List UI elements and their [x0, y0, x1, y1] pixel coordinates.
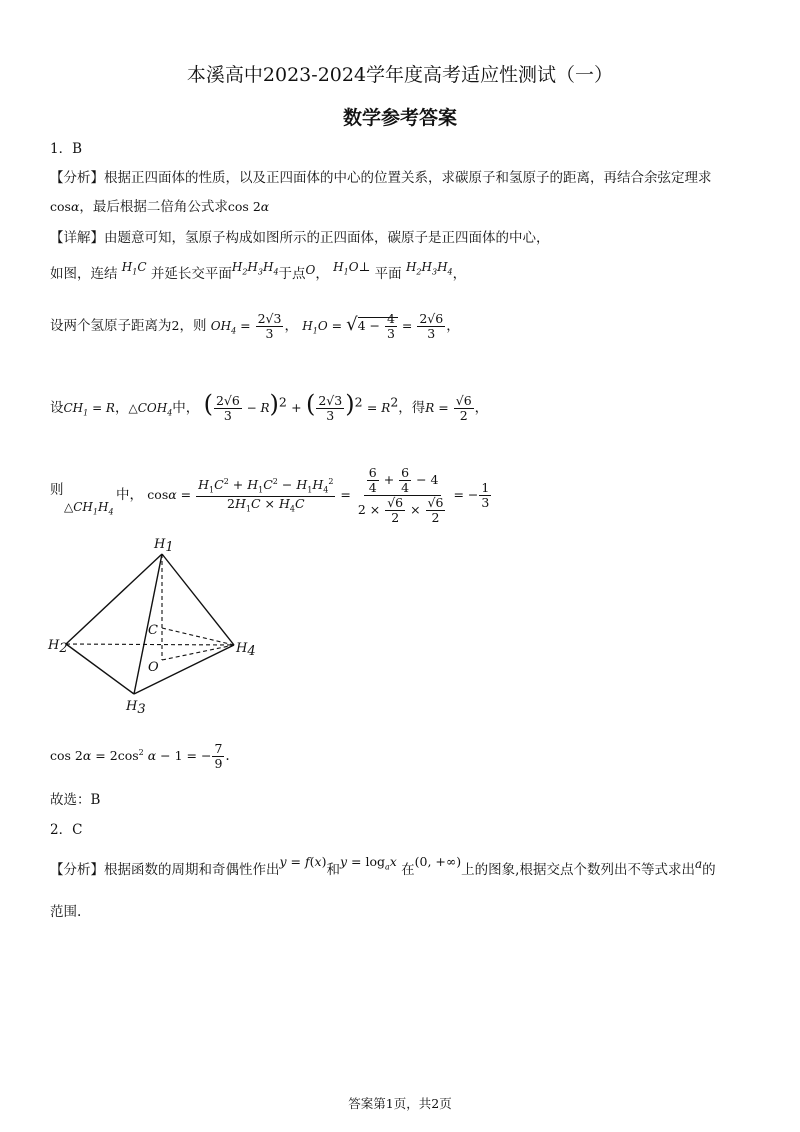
q1-line6-a: 则 [50, 482, 64, 498]
text-span: 在 [401, 862, 415, 878]
paren-close: ) [269, 390, 279, 418]
math-frac-2sqrt3-3b: $\frac{2√3}{3}$ [318, 392, 343, 423]
q1-final-formula: $\cos 2\alpha = 2\cos^2$ α − 1 = − $\frac{7}{9}$ . [50, 741, 230, 771]
paren-open: ( [203, 390, 213, 418]
label-h1: H1 [154, 537, 174, 555]
detail-text: 由题意可知，氢原子构成如图所示的正四面体，碳原子是正四面体的中心， [104, 230, 550, 246]
q2-answer: 2．C [50, 822, 83, 838]
text-span: 上的图象,根据交点个数列出不等式求出 [461, 862, 695, 878]
math-triangle-ch1h4: $\triangle CH_1H_4$ [64, 500, 114, 517]
math-h1o: $H_1O$ [302, 319, 328, 336]
math-plane-h2h3h4: $H_2H_3H_4$ [231, 260, 279, 277]
label-h3: H3 [126, 699, 146, 717]
text-span: 平面 [374, 266, 402, 282]
q1-line6: 中， cosα = $\frac{H_1C^2 + H_1C^2 - H_1H_4^2}{2H_1C \times H_4C}$ = $\frac{6}{4}$ + $\frac{6}{4}$ − 4 2 × $\frac{√6}{2}$ × $\frac{√6}{2}$ = − $\frac{1}{3}$ [116, 465, 490, 525]
label-c: C [148, 623, 158, 638]
page-subtitle: 数学参考答案 [342, 107, 457, 129]
q2-analysis [50, 854, 716, 880]
analysis-label: 【分析】 [50, 170, 104, 186]
label-h2: H2 [48, 638, 68, 656]
q1-line5: 设$CH_1 = R$，$\triangle COH_4$中， ( $\frac{2√6}{3}$ − R)$^2$ + ( $\frac{2√3}{3}$ )$^2 = R^2$，得R = $\frac{√6}{2}$ ， [50, 390, 489, 423]
math-2: 2 [171, 318, 180, 334]
math-frac-2sqrt6-3b: $\frac{2√6}{3}$ [215, 392, 240, 423]
math-frac-2sqrt6-3: $\frac{2√6}{3}$ [419, 311, 444, 341]
q1-line3: 如图，连结 $H_1C$ 并延长交平面$H_2H_3H_4$于点O， $H_1O\perp$ 平面 $H_2H_3H_4$， [50, 259, 467, 282]
text-span: 根据函数的周期和奇偶性作出 [104, 862, 280, 878]
math-frac-sqrt6-2: $\frac{√6}{2}$ [455, 392, 472, 423]
math-y-log: $y = \log_ax$ [339, 854, 397, 872]
math-oh4: $OH_4$ [210, 319, 237, 336]
paren-open: ( [305, 390, 316, 418]
math-o: O [305, 263, 316, 277]
q2-analysis-line2: 范围. [50, 904, 82, 920]
sqrt-sign: √ [346, 314, 358, 336]
math-cos-numeric: $\frac{6}{4}$ + $\frac{6}{4}$ − 4 2 × $\frac{√6}{2}$ × $\frac{√6}{2}$ [357, 465, 444, 525]
math-sqrt-body: 4 − $\frac{4}{3}$ [358, 317, 398, 333]
analysis-text: 根据正四面体的性质，以及正四面体的中心的位置关系，求碳原子和氢原子的距离，再结合余弦定理求 [104, 170, 712, 186]
label-h4: H4 [236, 641, 256, 659]
math-frac-2sqrt3-3: $\frac{2√3}{3}$ [257, 311, 282, 341]
math-ch1-r: $CH_1 = R$ [63, 401, 115, 418]
math-frac-7-9: $\frac{7}{9}$ [214, 741, 223, 771]
math-cos-alpha: cosα [50, 199, 80, 214]
q1-analysis-line2 [50, 195, 269, 215]
edge-h1-h4 [162, 554, 234, 645]
q1-line4: 设两个氢原子距离为2，则 $OH_4$ = $\frac{2√3}{3}$ ， $H_1O = √4$ − $\frac{4}{3}$ = $\frac{2√6}{3}$ ， [50, 311, 460, 341]
math-y-fx: y = f(x) [279, 854, 327, 869]
analysis-label: 【分析】 [50, 862, 104, 878]
q1-analysis [50, 166, 712, 186]
text-span: 如图，连结 [50, 266, 118, 282]
text-span: 的 [702, 862, 716, 878]
math-cos-formula: $\frac{H_1C^2 + H_1C^2 - H_1H_4^2}{2H_1C \times H_4C}$ [198, 477, 334, 514]
text-span: ，则 [179, 318, 207, 335]
analysis-text-2: ，最后根据二倍角公式求 [79, 199, 228, 215]
math-triangle-coh4: $\triangle COH_4$ [128, 401, 173, 418]
text-span: 和 [326, 862, 340, 878]
q1-conclusion: 故选：B [50, 792, 101, 808]
text-span: ，得 [398, 400, 426, 416]
math-frac-1-3: $\frac{1}{3}$ [481, 480, 490, 510]
edge-h2-h3 [66, 644, 134, 694]
text-span: 中， [172, 400, 200, 416]
math-a: a [694, 857, 703, 871]
q1-detail [50, 226, 550, 246]
math-interval: (0, +∞) [414, 854, 462, 869]
q1-answer: 1．B [50, 141, 83, 157]
paren-close: ) [345, 390, 355, 418]
math-h1o-perp: $H_1O$ [333, 260, 359, 277]
segment-o-h4 [162, 645, 234, 660]
text-span: 设两个氢原子距离为 [50, 318, 172, 335]
page-footer: 答案第1页，共2页 [348, 1096, 452, 1111]
page-title: 本溪高中2023-2024学年度高考适应性测试（一） [186, 64, 614, 86]
math-cos-2alpha: cos 2α [227, 199, 270, 214]
detail-label: 【详解】 [50, 230, 104, 246]
text-span: 设 [50, 400, 64, 416]
text-span: 中， [116, 487, 143, 504]
perp-symbol: ⊥ [358, 259, 371, 274]
label-o: O [148, 660, 159, 675]
edge-h2-h4-hidden [66, 644, 234, 645]
math-h1c: $H_1C$ [121, 260, 147, 277]
math-plane-2: $H_2H_3H_4$ [405, 260, 453, 277]
text-span: 于点 [278, 266, 306, 282]
tetrahedron-figure [40, 530, 270, 720]
text-span: 并延长交平面 [150, 266, 232, 282]
